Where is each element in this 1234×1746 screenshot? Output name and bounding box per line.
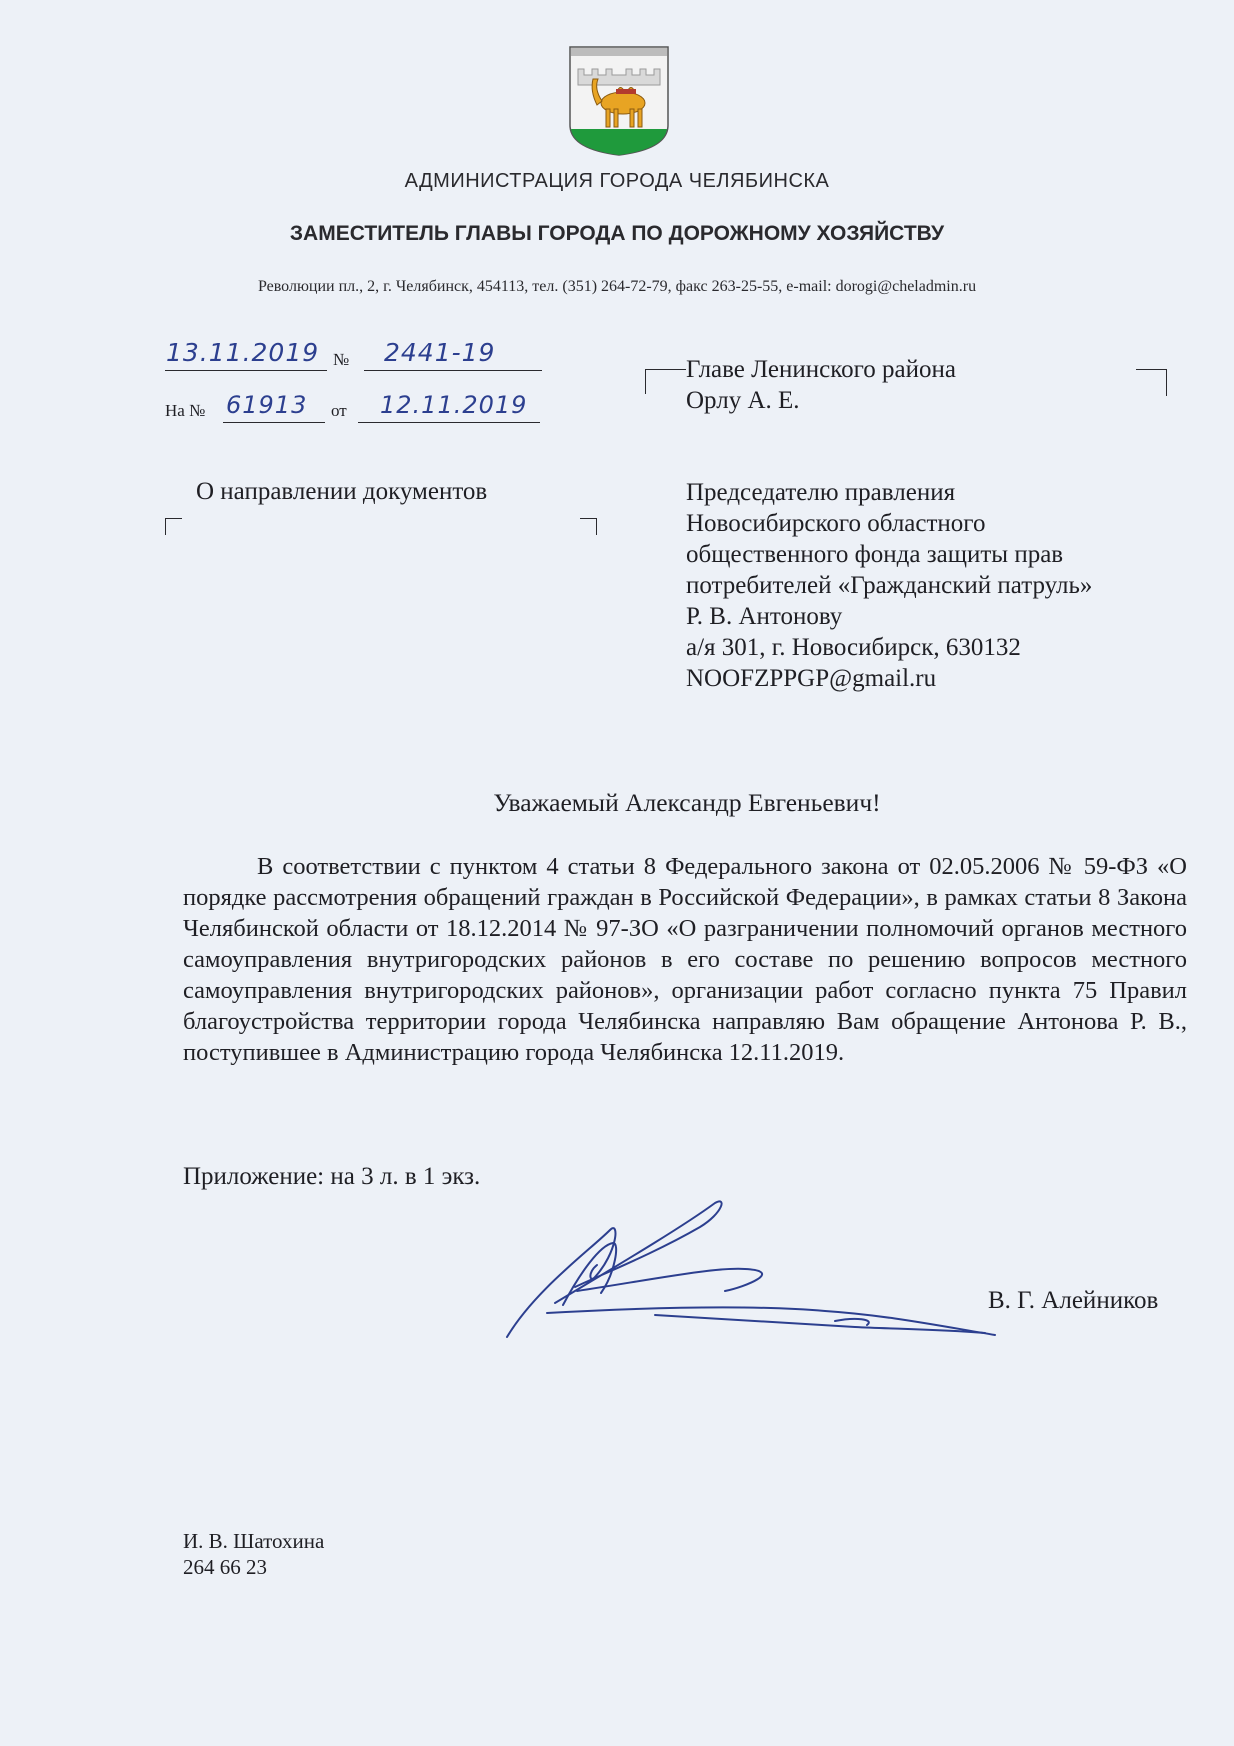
addressee-corner-right (1136, 369, 1167, 396)
recipient-line: Новосибирского областного (686, 510, 986, 537)
outgoing-number: 2441-19 (384, 338, 496, 367)
in-reply-date: 12.11.2019 (380, 391, 528, 419)
recipient-line: Р. В. Антонову (686, 603, 843, 630)
subject-corner-right (580, 518, 597, 535)
number-label: № (333, 350, 350, 369)
from-label: от (331, 401, 347, 420)
administration-title: АДМИНИСТРАЦИЯ ГОРОДА ЧЕЛЯБИНСКА (404, 170, 830, 192)
addressee-corner-left (645, 369, 686, 394)
greeting: Уважаемый Александр Евгеньевич! (493, 788, 881, 817)
recipient-line: общественного фонда защиты прав (686, 541, 1064, 568)
recipient-line: потребителей «Гражданский патруль» (686, 572, 1093, 599)
attachment-note: Приложение: на 3 л. в 1 экз. (183, 1163, 481, 1190)
handwritten-signature (495, 1195, 1005, 1350)
recipient-line: Главе Ленинского района (686, 356, 956, 383)
subject-line: О направлении документов (196, 478, 488, 505)
address-line: Революции пл., 2, г. Челябинск, 454113, тел. (351) 264-72-79, факс 263-25-55, e-mail: dorogi@cheladmin.ru (257, 278, 977, 295)
recipient-line: а/я 301, г. Новосибирск, 630132 (686, 634, 1021, 661)
recipient-line: Орлу А. Е. (686, 387, 800, 414)
executor-name: И. В. Шатохина (183, 1529, 325, 1553)
signatory-name: В. Г. Алейников (988, 1287, 1159, 1314)
executor-block (183, 1528, 324, 1580)
letter-body: В соответствии с пунктом 4 статьи 8 Федерального закона от 02.05.2006 № 59-ФЗ «О порядке рассмотрения обращений граждан в Российской Федерации», в рамках статьи 8 Закона Челябинской области от 18.12.2014 № 97-ЗО «О разграничении полномочий органов местного самоуправления внутригородских районов в его составе по решению вопросов местного самоуправления внутригородских районов», организации работ согласно пункта 75 Правил благоустройства территории города Челябинска направляю Вам обращение Антонова Р. В., поступившее в Администрацию города Челябинска 12.11.2019. (183, 853, 1187, 1066)
coat-of-arms-emblem (568, 45, 670, 157)
in-reply-number: 61913 (226, 391, 308, 419)
recipient-line: Председателю правления (686, 479, 956, 506)
recipient-line: NOOFZPPGP@gmail.ru (686, 665, 937, 692)
in-reply-label: На № (165, 401, 206, 420)
outgoing-date: 13.11.2019 (166, 338, 320, 367)
executor-phone: 264 66 23 (183, 1555, 267, 1579)
recipient-fund-chairman (686, 477, 1092, 694)
recipient-district-head (686, 354, 956, 416)
subject-corner-left (165, 518, 182, 535)
deputy-head-title: ЗАМЕСТИТЕЛЬ ГЛАВЫ ГОРОДА ПО ДОРОЖНОМУ ХОЗЯЙСТВУ (289, 222, 945, 245)
